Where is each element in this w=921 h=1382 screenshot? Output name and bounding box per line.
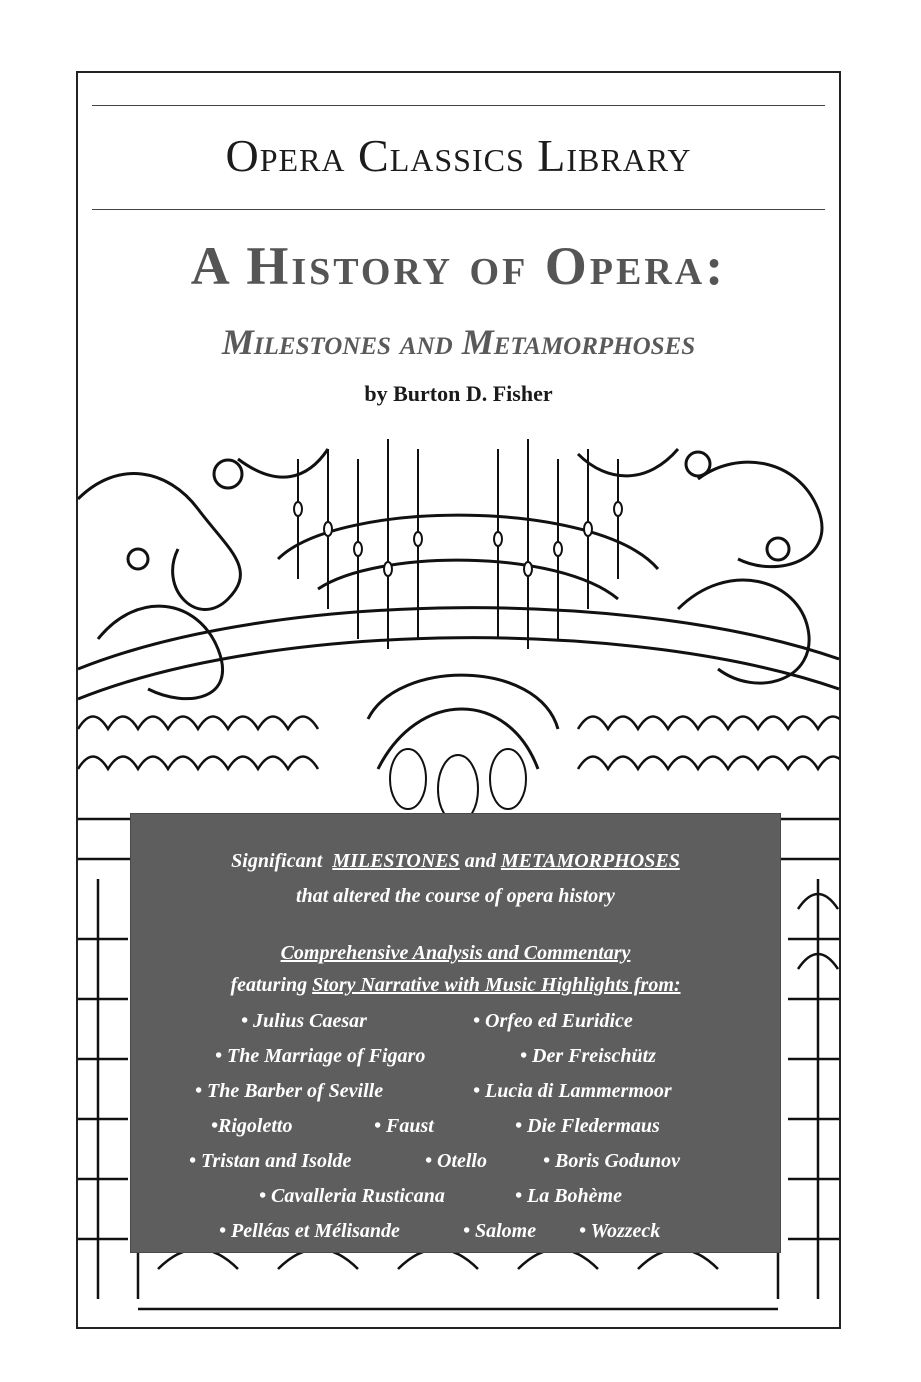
opera-item: • Orfeo ed Euridice bbox=[473, 1010, 633, 1032]
opera-item: • Salome bbox=[463, 1220, 537, 1242]
opera-item: • Cavalleria Rusticana bbox=[259, 1185, 445, 1207]
opera-item: • Boris Godunov bbox=[543, 1150, 681, 1172]
opera-item: • Lucia di Lammermoor bbox=[473, 1080, 672, 1102]
opera-item: • Faust bbox=[374, 1115, 434, 1137]
panel-intro-line2: that altered the course of opera history bbox=[296, 885, 615, 907]
metamorphoses-term: METAMORPHOSES bbox=[500, 850, 680, 872]
opera-item: • Otello bbox=[425, 1150, 487, 1172]
story-heading: Story Narrative with Music Highlights from: bbox=[312, 974, 681, 996]
bottom-rule bbox=[92, 209, 825, 210]
milestones-term: MILESTONES bbox=[332, 850, 460, 872]
analysis-heading: Comprehensive Analysis and Commentary bbox=[280, 942, 631, 964]
opera-item: • Tristan and Isolde bbox=[189, 1150, 352, 1172]
panel-intro-line1: Significant MILESTONES and METAMORPHOSES bbox=[231, 850, 680, 872]
featuring-line: featuring Story Narrative with Music Highlights from: bbox=[230, 974, 681, 996]
opera-item: • La Bohème bbox=[515, 1185, 622, 1207]
series-title: Opera Classics Library bbox=[225, 130, 692, 181]
author-byline: by Burton D. Fisher bbox=[364, 381, 553, 406]
top-rule bbox=[92, 105, 825, 106]
book-subtitle: Milestones and Metamorphoses bbox=[221, 322, 696, 362]
opera-item: • Julius Caesar bbox=[241, 1010, 367, 1032]
opera-item: • The Marriage of Figaro bbox=[215, 1045, 426, 1067]
opera-item: •Rigoletto bbox=[211, 1115, 293, 1137]
opera-item: • Pelléas et Mélisande bbox=[219, 1220, 400, 1242]
book-title: A History of Opera: bbox=[190, 236, 727, 296]
cover-frame bbox=[76, 71, 841, 1329]
contents-panel bbox=[130, 813, 781, 1253]
opera-item: • The Barber of Seville bbox=[195, 1080, 384, 1102]
opera-item: • Wozzeck bbox=[579, 1220, 661, 1242]
opera-item: • Die Fledermaus bbox=[515, 1115, 660, 1137]
opera-item: • Der Freischütz bbox=[520, 1045, 656, 1067]
